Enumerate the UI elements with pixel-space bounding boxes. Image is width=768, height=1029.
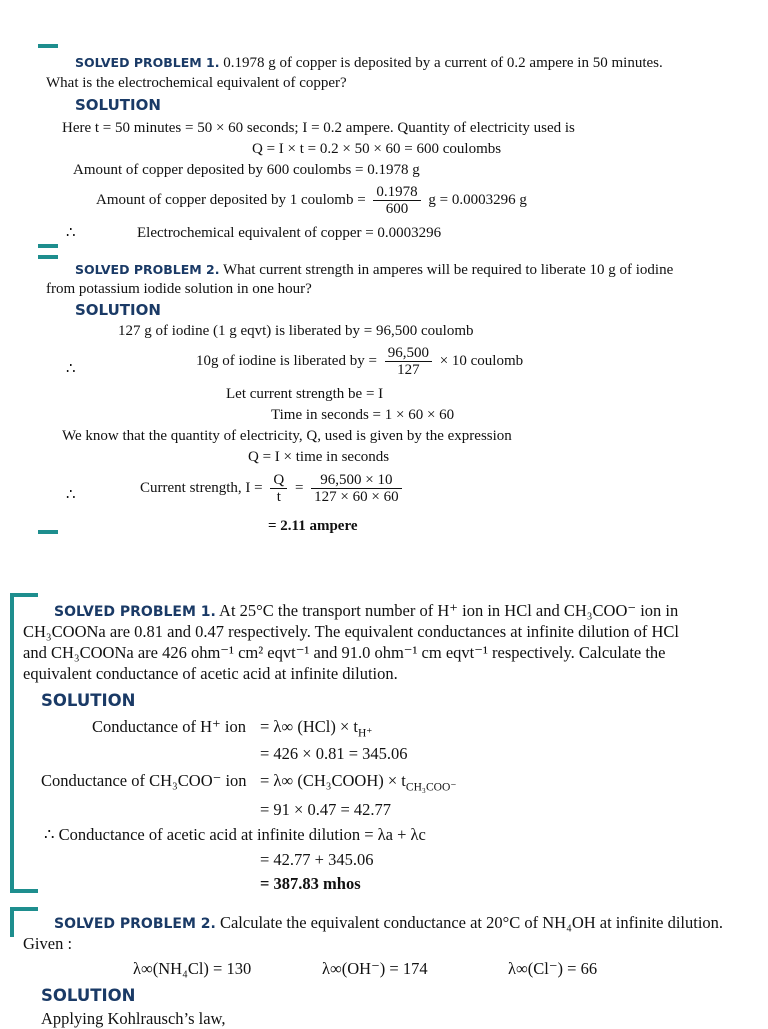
problem-1-statement-line2: CH₃COONa are 0.81 and 0.47 respectively. The equivalent conductances at infinite dilution of HCl (23, 622, 679, 641)
solution-line: Electrochemical equivalent of copper = 0.0003296 (137, 225, 442, 241)
conductance-h-label: Conductance of H⁺ ion (92, 717, 246, 736)
given-label: Given : (23, 934, 73, 953)
problem-1-statement-line4: equivalent conductance of acetic acid at infinite dilution. (23, 664, 398, 683)
problem-2-statement-line2: from potassium iodide solution in one hour? (46, 281, 312, 297)
solution-line: Let current strength be = I (226, 386, 384, 402)
fraction-line: Amount of copper deposited by 1 coulomb = $\frac{0.1978}{600}$ g = 0.0003296 g (96, 184, 527, 217)
solution-line: 127 g of iodine (1 g eqvt) is liberated by = 96,500 coulomb (118, 323, 474, 339)
problem-1-statement-line3: and CH₃COONa are 426 ohm⁻¹ cm² eqvt⁻¹ and 91.0 ohm⁻¹ cm eqvt⁻¹ respectively. Calculate the (23, 643, 666, 662)
section-bracket-side (10, 907, 14, 937)
solution-line: Applying Kohlrausch’s law, (41, 1009, 226, 1028)
fraction: $\frac{0.1978}{600}$ (373, 184, 420, 217)
fraction: $\frac{96,500 \times 10}{127 \times 60 \times 60}$ (311, 472, 401, 505)
solution-line: = 91 × 0.47 = 42.77 (260, 800, 392, 819)
conductance-acetate-expr: = λ∞ (CH₃COOH) × $t_{CH_3COO^-}$ (260, 771, 457, 794)
problem-2-statement: SOLVED PROBLEM 2. What current strength in amperes will be required to liberate 10 g of iodine (75, 262, 674, 278)
problem-2-statement: SOLVED PROBLEM 2. Calculate the equivalent conductance at 20°C of NH₄OH at infinite dilution. (54, 913, 724, 932)
solution-label: SOLUTION (75, 301, 161, 319)
margin-marker (38, 44, 58, 48)
therefore-symbol: ∴ (66, 225, 76, 241)
solution-label: SOLUTION (75, 96, 161, 114)
fraction: $\frac{Q}{t}$ (270, 472, 287, 505)
problem-heading: SOLVED PROBLEM 2. (75, 262, 220, 277)
problem-heading: SOLVED PROBLEM 2. (54, 916, 216, 932)
margin-marker (38, 244, 58, 248)
result-line: = 2.11 ampere (268, 518, 358, 534)
problem-heading: SOLVED PROBLEM 1. (75, 55, 220, 70)
fraction-line: Current strength, I = $\frac{Q}{t}$ = $\frac{96,500 \times 10}{127 \times 60 \times 60}$ (140, 472, 406, 505)
section-bracket-top (10, 907, 38, 911)
conductance-acetate-label: Conductance of CH₃COO⁻ ion (41, 771, 247, 790)
given-value: λ∞(Cl⁻) = 66 (508, 959, 598, 978)
section-bracket-top (10, 593, 38, 597)
section-bracket-side (10, 593, 14, 893)
solution-line: Q = I × time in seconds (248, 449, 390, 465)
conductance-h-expr: = λ∞ $(HCl) \times t_{H^+}$ (260, 717, 373, 740)
solution-label: SOLUTION (41, 986, 136, 1005)
margin-marker (38, 530, 58, 534)
solution-line: = 426 × 0.81 = 345.06 (260, 744, 408, 763)
solution-line: Here t = 50 minutes = 50 × 60 seconds; I = 0.2 ampere. Quantity of electricity used is (62, 120, 575, 136)
solution-line: Q = I × t = 0.2 × 50 × 60 = 600 coulombs (252, 141, 502, 157)
solution-line: We know that the quantity of electricity, Q, used is given by the expression (62, 428, 512, 444)
problem-1-statement-line2: What is the electrochemical equivalent of copper? (46, 75, 347, 91)
therefore-symbol: ∴ (66, 487, 76, 503)
solution-line: ∴ Conductance of acetic acid at infinite dilution = λa + λc (44, 825, 426, 844)
margin-marker (38, 255, 58, 259)
section-bracket-bottom (10, 889, 38, 893)
solution-line: = 42.77 + 345.06 (260, 850, 374, 869)
result-line: = 387.83 mhos (260, 874, 361, 893)
fraction: $\frac{96,500}{127}$ (385, 345, 432, 378)
fraction-line: 10g of iodine is liberated by = $\frac{96,500}{127}$ × 10 coulomb (196, 345, 524, 378)
given-value: λ∞(NH₄Cl) = 130 (133, 959, 252, 978)
problem-heading: SOLVED PROBLEM 1. (54, 604, 216, 620)
given-value: λ∞(OH⁻) = 174 (322, 959, 428, 978)
solution-line: Amount of copper deposited by 600 coulombs = 0.1978 g (73, 162, 420, 178)
problem-1-statement: SOLVED PROBLEM 1. 0.1978 g of copper is deposited by a current of 0.2 ampere in 50 minutes. (75, 55, 663, 71)
solution-label: SOLUTION (41, 691, 136, 710)
solution-line: Time in seconds = 1 × 60 × 60 (271, 407, 455, 423)
problem-1-statement: SOLVED PROBLEM 1. At 25°C the transport number of H⁺ ion in HCl and CH₃COO⁻ ion in (54, 601, 679, 620)
therefore-symbol: ∴ (66, 361, 76, 377)
